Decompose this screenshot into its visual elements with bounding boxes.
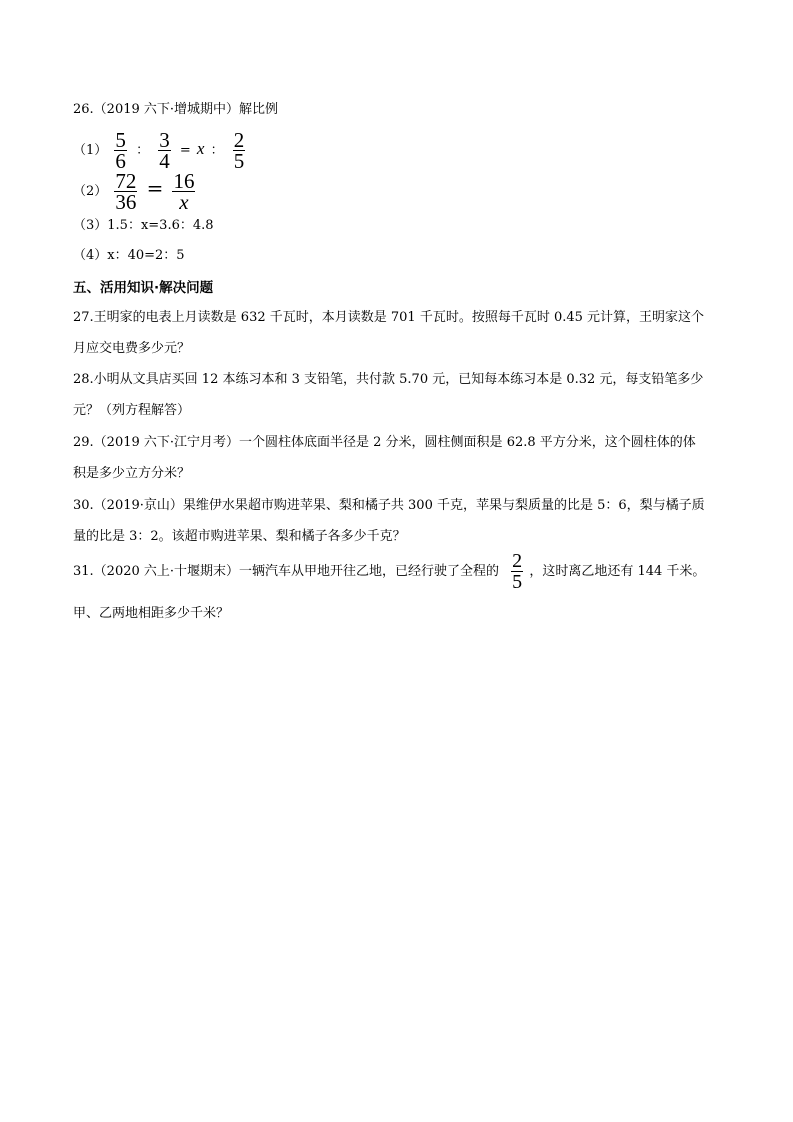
q29-line1: 29.（2019 六下·江宁月考）一个圆柱体底面半径是 2 分米，圆柱侧面积是 62.8 平方分米，这个圆柱体的体 (73, 435, 696, 450)
section-title: 五、活用知识·解决问题 (73, 280, 214, 296)
fraction-denominator: 4 (159, 149, 170, 173)
fraction-numerator: 3 (159, 128, 170, 152)
q26-part1-label: （1） (73, 143, 108, 158)
q26-part4: （4）x：40=2：5 (73, 248, 185, 263)
fraction-denominator: 36 (115, 190, 137, 214)
q31-line1 (73, 550, 705, 594)
variable-x: x (196, 139, 205, 158)
fraction-numerator: 5 (115, 128, 126, 152)
ratio-colon: ： (210, 143, 224, 158)
q31-text-part2: ，这时离乙地还有 144 千米。 (529, 564, 706, 579)
ratio-colon: ： (136, 143, 150, 158)
fraction-numerator: 2 (512, 550, 523, 572)
fraction-numerator: 72 (115, 169, 137, 193)
fraction-3-4 (158, 130, 171, 171)
q26-part2 (73, 167, 198, 214)
fraction-denominator: x (179, 190, 189, 214)
fraction-2-5 (233, 130, 246, 171)
q26-part1 (73, 128, 248, 173)
fraction-denominator: 5 (512, 571, 523, 593)
q26-stem: 26.（2019 六下·增城期中）解比例 (73, 102, 279, 117)
q31-line2: 甲、乙两地相距多少千米？ (73, 606, 230, 621)
fraction-16-x (172, 171, 195, 212)
fraction-numerator: 16 (173, 169, 195, 193)
fraction-denominator: 6 (115, 149, 126, 173)
equals-sign: = (146, 176, 164, 200)
fraction-72-36 (114, 171, 137, 212)
fraction-5-6 (114, 130, 127, 171)
fraction-2-5 (511, 551, 523, 592)
q30-line1: 30.（2019·京山）果维伊水果超市购进苹果、梨和橘子共 300 千克，苹果与梨质量的比是 5：6，梨与橘子质 (73, 498, 705, 513)
fraction-denominator: 5 (233, 149, 245, 173)
q26-part3: （3）1.5：x=3.6：4.8 (73, 218, 214, 233)
q27-line2: 月应交电费多少元？ (73, 341, 191, 356)
q27-line1: 27.王明家的电表上月读数是 632 千瓦时，本月读数是 701 千瓦时。按照每千瓦时 0.45 元计算，王明家这个 (73, 310, 705, 325)
q29-line2: 积是多少立方分米？ (73, 466, 191, 481)
q30-line2: 量的比是 3：2。该超市购进苹果、梨和橘子各多少千克？ (73, 529, 406, 544)
q28-line2: 元？（列方程解答） (73, 403, 191, 418)
q26-part2-label: （2） (73, 184, 108, 199)
equals-sign: = (179, 143, 191, 158)
fraction-numerator: 2 (233, 128, 245, 152)
q28-line1: 28.小明从文具店买回 12 本练习本和 3 支铅笔，共付款 5.70 元，已知每本练习本是 0.32 元，每支铅笔多少 (73, 372, 704, 387)
q31-text-part1: 31.（2020 六上·十堰期末）一辆汽车从甲地开往乙地，已经行驶了全程的 (73, 564, 500, 579)
